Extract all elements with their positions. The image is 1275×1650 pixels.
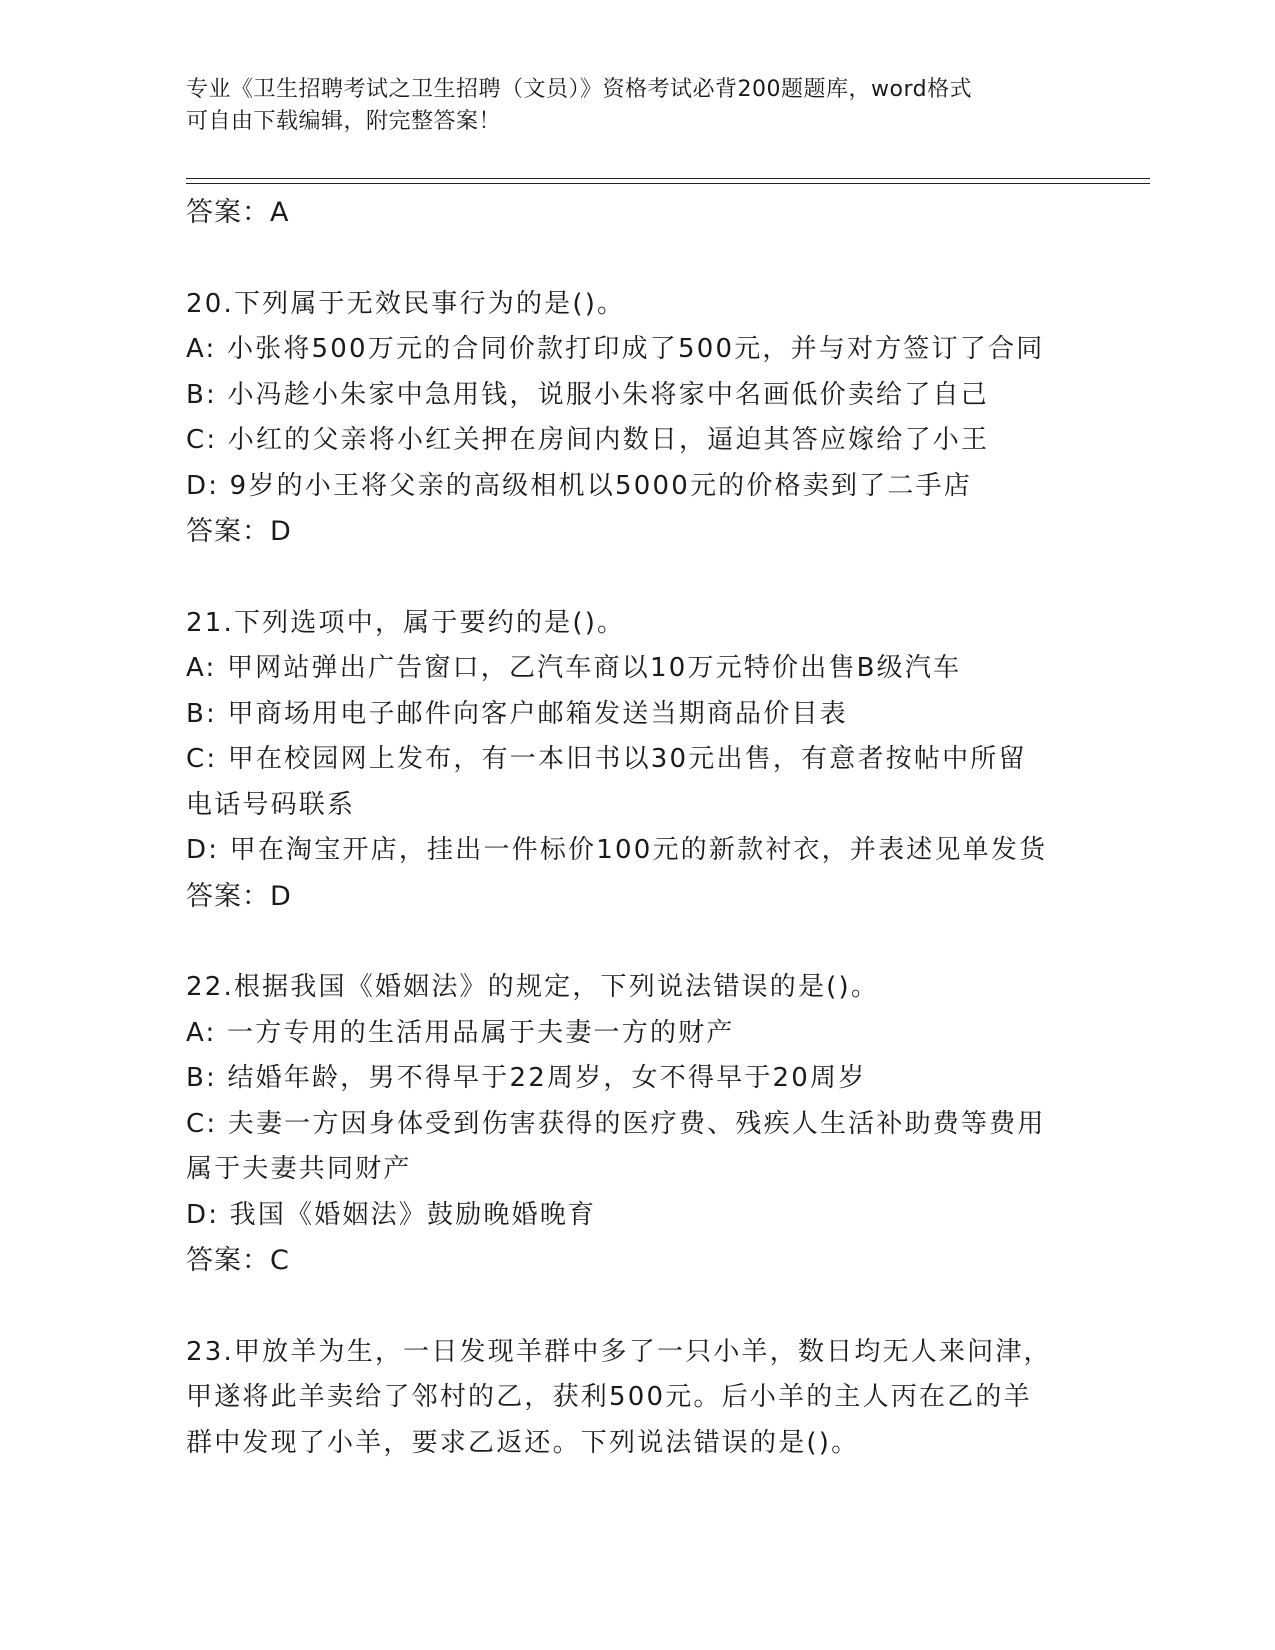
option-a: A: 小张将500万元的合同价款打印成了500元，并与对方签订了合同 (186, 334, 1045, 364)
question-21 (186, 601, 1086, 920)
spacer (186, 236, 1086, 282)
question-list (186, 190, 1086, 1466)
document-header (186, 74, 1086, 138)
option-d: D: 我国《婚姻法》鼓励晚婚晚育 (186, 1199, 597, 1230)
spacer (186, 555, 1086, 601)
previous-answer: 答案：A (186, 197, 290, 228)
answer: 答案：D (186, 516, 292, 547)
option-d: D: 甲在淘宝开店，挂出一件标价100元的新款衬衣，并表述见单发货 (186, 835, 1048, 865)
option-b: B: 小冯趁小朱家中急用钱，说服小朱将家中名画低价卖给了自己 (186, 379, 989, 410)
question-stem: 20.下列属于无效民事行为的是()。 (186, 288, 626, 319)
answer: 答案：C (186, 1245, 290, 1276)
option-c-continued: 电话号码联系 (186, 789, 356, 820)
option-a: A: 甲网站弹出广告窗口，乙汽车商以10万元特价出售B级汽车 (186, 653, 962, 683)
option-c: C: 夫妻一方因身体受到伤害获得的医疗费、残疾人生活补助费等费用 (186, 1108, 1046, 1139)
header-divider-top (186, 178, 1150, 179)
option-b: B: 结婚年龄，男不得早于22周岁，女不得早于20周岁 (186, 1063, 867, 1093)
option-c: C: 小红的父亲将小红关押在房间内数日，逼迫其答应嫁给了小王 (186, 425, 990, 455)
answer: 答案：D (186, 880, 292, 912)
question-20 (186, 282, 1086, 555)
spacer (186, 1284, 1086, 1330)
option-c: C: 甲在校园网上发布，有一本旧书以30元出售，有意者按帖中所留 (186, 744, 1027, 774)
question-22 (186, 965, 1086, 1284)
question-23 (186, 1330, 1086, 1467)
question-stem: 23.甲放羊为生，一日发现羊群中多了一只小羊，数日均无人来问津， (186, 1336, 1052, 1367)
question-stem-continued: 甲遂将此羊卖给了邻村的乙，获利500元。后小羊的主人丙在乙的羊 (186, 1382, 1032, 1412)
option-c-continued: 属于夫妻共同财产 (186, 1154, 412, 1184)
question-stem: 21.下列选项中，属于要约的是()。 (186, 607, 626, 638)
option-d: D: 9岁的小王将父亲的高级相机以5000元的价格卖到了二手店 (186, 470, 972, 501)
spacer (186, 919, 1086, 965)
question-stem-continued: 群中发现了小羊，要求乙返还。下列说法错误的是()。 (186, 1427, 860, 1458)
header-title-line-2: 可自由下载编辑，附完整答案！ (186, 109, 502, 134)
option-a: A: 一方专用的生活用品属于夫妻一方的财产 (186, 1017, 735, 1048)
option-b: B: 甲商场用电子邮件向客户邮箱发送当期商品价目表 (186, 698, 848, 729)
header-title-line-1: 专业《卫生招聘考试之卫生招聘（文员）》资格考试必背200题题库，word格式 (186, 77, 973, 102)
question-stem: 22.根据我国《婚姻法》的规定，下列说法错误的是()。 (186, 972, 880, 1002)
header-divider-bottom (186, 183, 1150, 184)
